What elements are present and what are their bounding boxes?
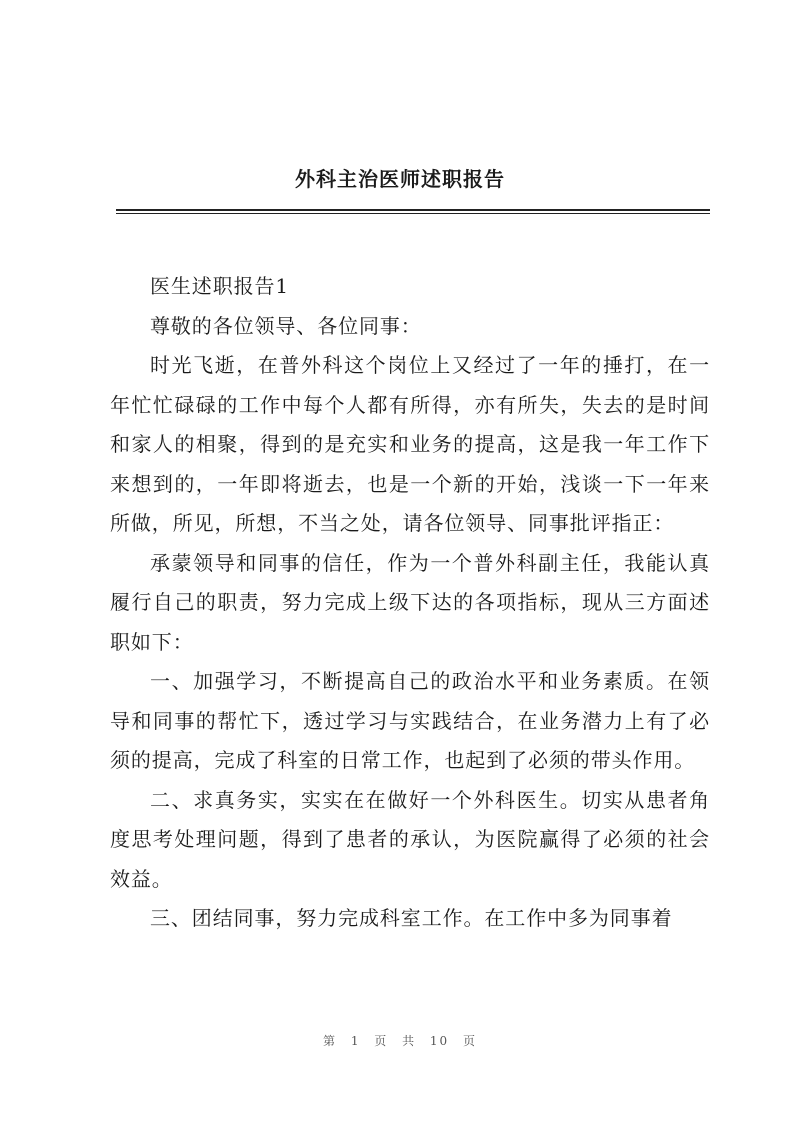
paragraph: 二、求真务实，实实在在做好一个外科医生。切实从患者角度思考处理问题，得到了患者的承认，为医院赢得了必须的社会效益。 — [110, 787, 710, 891]
paragraph-heading: 医生述职报告1 — [150, 274, 290, 298]
paragraph: 时光飞逝，在普外科这个岗位上又经过了一年的捶打，在一年忙忙碌碌的工作中每个人都有所得，亦有所失，失去的是时间和家人的相聚，得到的是充实和业务的提高，这是我一年工作下来想到的，一年即将逝去，也是一个新的开始，浅谈一下一年来所做，所见，所想，不当之处，请各位领导、同事批评指正： — [110, 353, 710, 535]
title-divider — [116, 209, 710, 214]
document-title: 外科主治医师述职报告 — [295, 167, 505, 191]
document-body — [110, 267, 710, 939]
paragraph: 一、加强学习，不断提高自己的政治水平和业务素质。在领导和同事的帮忙下，透过学习与实践结合，在业务潜力上有了必须的提高，完成了科室的日常工作，也起到了必须的带头作用。 — [110, 669, 710, 772]
paragraph: 承蒙领导和同事的信任，作为一个普外科副主任，我能认真履行自己的职责，努力完成上级下达的各项指标，现从三方面述职如下： — [110, 550, 710, 654]
page-number: 第 1 页 共 10 页 — [323, 1034, 477, 1048]
paragraph: 三、团结同事，努力完成科室工作。在工作中多为同事着 — [150, 906, 673, 930]
paragraph-salutation: 尊敬的各位领导、各位同事： — [150, 313, 422, 338]
